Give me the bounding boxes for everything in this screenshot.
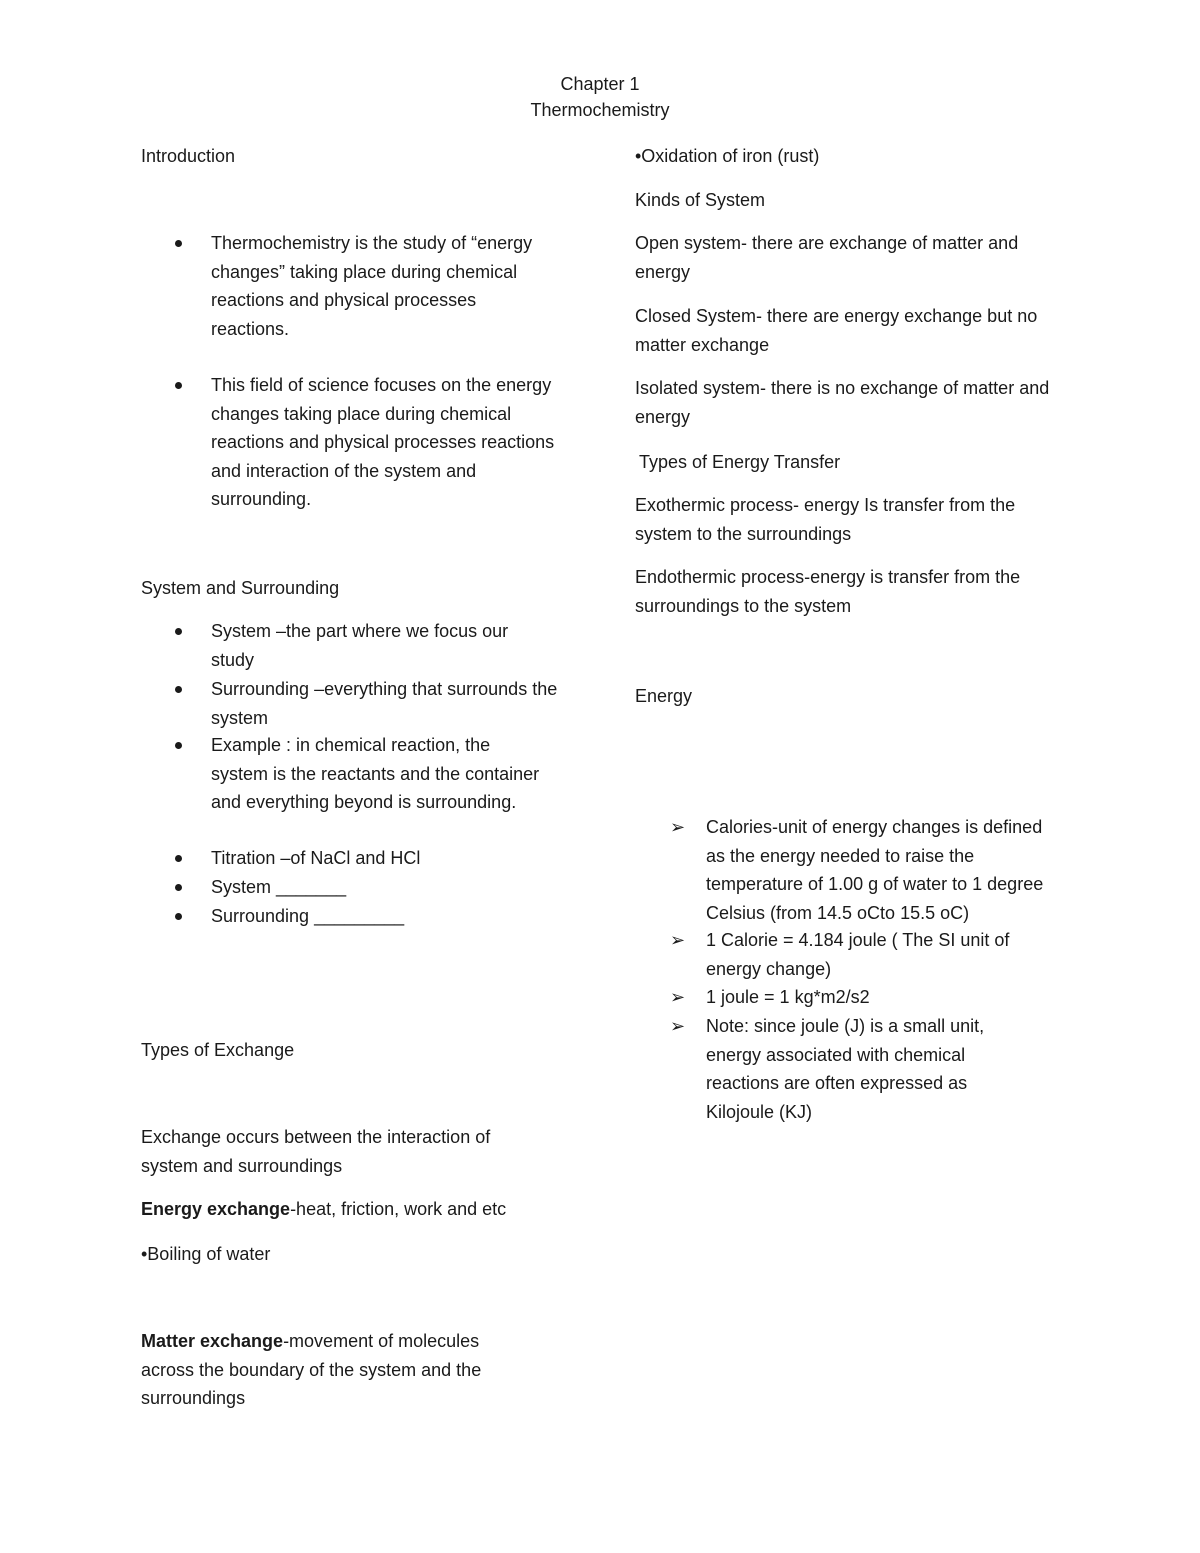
system-bullet-5: System _______	[211, 877, 347, 897]
arrow-bullet-icon: ➢	[670, 1016, 686, 1036]
intro-bullet-1: Thermochemistry is the study of “energy changes” taking place during chemical reactions and physical processes reactions.	[211, 233, 533, 339]
energy-exchange-definition: -heat, friction, work and etc	[290, 1199, 507, 1219]
bullet-icon	[175, 855, 182, 862]
arrow-bullet-icon: ➢	[670, 987, 686, 1007]
bullet-icon	[175, 628, 182, 635]
isolated-system: Isolated system- there is no exchange of matter and energy	[635, 378, 1050, 427]
system-bullet-6: Surrounding _________	[211, 906, 405, 926]
exchange-intro: Exchange occurs between the interaction of system and surroundings	[141, 1127, 491, 1176]
intro-bullet-2: This field of science focuses on the energy changes taking place during chemical reactions and physical processes reactions and interaction of the system and surrounding.	[211, 375, 555, 509]
endothermic-process: Endothermic process-energy is transfer from the surroundings to the system	[635, 567, 1021, 616]
kinds-heading: Kinds of System	[635, 190, 766, 210]
bullet-icon	[175, 382, 182, 389]
boiling-example: •Boiling of water	[141, 1244, 271, 1264]
system-bullet-2: Surrounding –everything that surrounds the system	[211, 679, 558, 728]
bullet-icon	[175, 742, 182, 749]
matter-exchange-term: Matter exchange	[141, 1331, 284, 1351]
system-heading: System and Surrounding	[141, 578, 340, 598]
arrow-bullet-icon: ➢	[670, 930, 686, 950]
energy-bullet-4: Note: since joule (J) is a small unit, energy associated with chemical reactions are often expressed as Kilojoule (KJ)	[706, 1016, 985, 1122]
chapter-title: Thermochemistry	[530, 100, 670, 120]
exothermic-process: Exothermic process- energy Is transfer from the system to the surroundings	[635, 495, 1016, 544]
chapter-number: Chapter 1	[560, 74, 640, 94]
bullet-icon	[175, 686, 182, 693]
bullet-icon	[175, 240, 182, 247]
energy-exchange-term: Energy exchange	[141, 1199, 291, 1219]
bullet-icon	[175, 913, 182, 920]
matter-exchange	[141, 1327, 536, 1413]
matter-exchange-definition: -movement of molecules across the boundary of the system and the surroundings	[141, 1331, 482, 1408]
bullet-icon	[175, 884, 182, 891]
exchange-heading: Types of Exchange	[141, 1040, 295, 1060]
closed-system: Closed System- there are energy exchange but no matter exchange	[635, 306, 1038, 355]
intro-heading: Introduction	[141, 146, 236, 166]
arrow-bullet-icon: ➢	[670, 817, 686, 837]
system-bullet-3: Example : in chemical reaction, the system is the reactants and the container and everything beyond is surrounding.	[211, 735, 540, 812]
energy-exchange	[141, 1195, 561, 1224]
open-system: Open system- there are exchange of matter and energy	[635, 233, 1019, 282]
energy-bullet-2: 1 Calorie = 4.184 joule ( The SI unit of energy change)	[706, 930, 1010, 979]
system-bullet-1: System –the part where we focus our study	[211, 621, 509, 670]
energy-bullet-3: 1 joule = 1 kg*m2/s2	[706, 987, 870, 1007]
system-bullet-4: Titration –of NaCl and HCl	[211, 848, 421, 868]
oxidation-example: •Oxidation of iron (rust)	[635, 146, 820, 166]
energy-bullet-1: Calories-unit of energy changes is defined as the energy needed to raise the temperature of 1.00 g of water to 1 degree Celsius (from 14.5 oCto 15.5 oC)	[706, 817, 1044, 923]
energy-heading: Energy	[635, 686, 693, 706]
transfer-heading: Types of Energy Transfer	[639, 452, 841, 472]
